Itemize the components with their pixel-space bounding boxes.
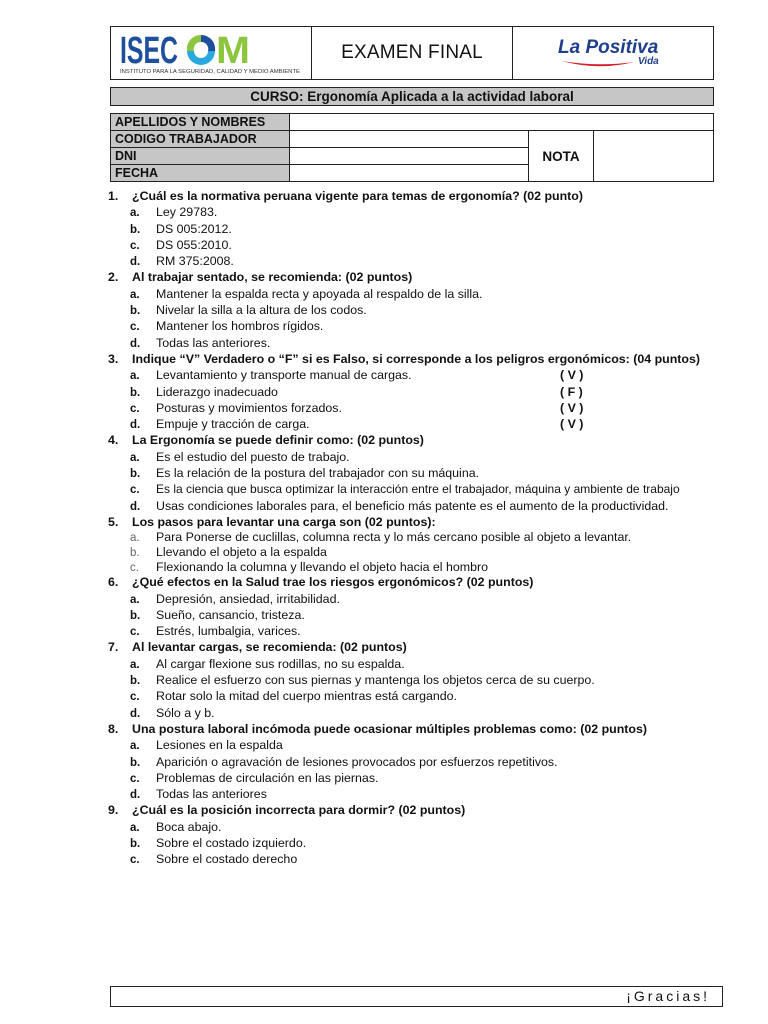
isecom-o-mark	[187, 35, 215, 65]
answer-option[interactable]: a. Es el estudio del puesto de trabajo.	[130, 449, 350, 464]
true-false-item[interactable]: d. Empuje y tracción de carga. ( V )	[130, 417, 584, 432]
isecom-logo	[111, 27, 312, 79]
tf-answer: ( V )	[560, 400, 584, 415]
dni-label: DNI	[111, 148, 290, 165]
question-title: 3. Indique “V” Verdadero o “F” si es Falso, si corresponde a los peligros ergonómicos: (04 puntos)	[108, 351, 701, 366]
question	[108, 514, 718, 574]
answer-option[interactable]: b. Es la relación de la postura del trabajador con su máquina.	[130, 466, 480, 481]
dni-field[interactable]	[290, 148, 529, 165]
answer-option[interactable]: c. Flexionando la columna y llevando el objeto hacia el hombro	[130, 559, 489, 574]
svg-text:ISEC: ISEC	[120, 30, 178, 72]
nota-field[interactable]	[594, 131, 714, 182]
fecha-field[interactable]	[290, 165, 529, 182]
svg-text:INSTITUTO PARA LA SEGURIDAD, C: INSTITUTO PARA LA SEGURIDAD, CALIDAD Y MEDIO AMBIENTE	[120, 69, 301, 75]
answer-option[interactable]: b. DS 005:2012.	[130, 221, 232, 236]
la-positiva-logo	[513, 27, 713, 79]
answer-option[interactable]: b. Sobre el costado izquierdo.	[130, 836, 307, 851]
answer-option[interactable]: c. Sobre el costado derecho	[130, 852, 298, 867]
answer-option[interactable]: d. Usas condiciones laborales para, el beneficio más patente es el aumento de la productividad.	[130, 498, 669, 513]
exam-title: EXAMEN FINAL	[312, 27, 513, 79]
question	[108, 802, 718, 867]
answer-option[interactable]: c. Mantener los hombros rígidos.	[130, 319, 324, 334]
answer-option[interactable]: c. Rotar solo la mitad del cuerpo mientras está cargando.	[130, 689, 457, 704]
apellidos-label: APELLIDOS Y NOMBRES	[111, 114, 290, 131]
answer-option[interactable]: a. Boca abajo.	[130, 819, 222, 834]
course-title: CURSO: Ergonomía Aplicada a la actividad laboral	[110, 87, 714, 106]
question-title: 8. Una postura laboral incómoda puede ocasionar múltiples problemas como: (02 puntos)	[108, 721, 647, 736]
answer-option[interactable]: c. Estrés, lumbalgia, varices.	[130, 624, 301, 639]
codigo-label: CODIGO TRABAJADOR	[111, 131, 290, 148]
answer-option[interactable]: a. Ley 29783.	[130, 205, 218, 220]
question	[108, 188, 718, 269]
question-title: 9. ¿Cuál es la posición incorrecta para dormir? (02 puntos)	[108, 803, 466, 818]
answer-option[interactable]: a. Depresión, ansiedad, irritabilidad.	[130, 591, 340, 606]
exam-header	[110, 26, 714, 80]
answer-option[interactable]: c. Problemas de circulación en las piernas.	[130, 770, 379, 785]
question-title: 4. La Ergonomía se puede definir como: (02 puntos)	[108, 433, 424, 448]
answer-option[interactable]: d. Sólo a y b.	[130, 705, 215, 720]
footer-thanks: ¡Gracias!	[110, 986, 723, 1007]
answer-option[interactable]: a. Lesiones en la espalda	[130, 738, 283, 753]
svg-text:M: M	[216, 30, 250, 72]
true-false-item[interactable]: c. Posturas y movimientos forzados. ( V )	[130, 400, 584, 415]
answer-option[interactable]: c. Es la ciencia que busca optimizar la interacción entre el trabajador, máquina y ambiente de trabajo	[130, 482, 680, 497]
question-title: 2. Al trabajar sentado, se recomienda: (02 puntos)	[108, 270, 413, 285]
question	[108, 721, 718, 802]
true-false-item[interactable]: b. Liderazgo inadecuado ( F )	[130, 384, 583, 399]
answer-option[interactable]: b. Sueño, cansancio, tristeza.	[130, 607, 305, 622]
question	[108, 432, 718, 513]
answer-option[interactable]: a. Mantener la espalda recta y apoyada al respaldo de la silla.	[130, 286, 483, 301]
student-info-table	[110, 113, 714, 182]
tf-answer: ( V )	[560, 417, 584, 432]
isecom-logo-graphic	[116, 29, 306, 77]
question-title: 7. Al levantar cargas, se recomienda: (02 puntos)	[108, 640, 407, 655]
question-title: 1. ¿Cuál es la normativa peruana vigente para temas de ergonomía? (02 punto)	[108, 189, 583, 203]
nota-label: NOTA	[529, 131, 594, 182]
answer-option[interactable]: c. DS 055:2010.	[130, 237, 232, 252]
answer-option[interactable]: d. Todas las anteriores.	[130, 335, 271, 350]
tf-answer: ( V )	[560, 368, 584, 383]
answer-option[interactable]: a. Al cargar flexione sus rodillas, no su espalda.	[130, 656, 405, 671]
true-false-item[interactable]: a. Levantamiento y transporte manual de cargas. ( V )	[130, 368, 584, 383]
svg-text:La Positiva: La Positiva	[558, 37, 659, 58]
apellidos-field[interactable]	[290, 114, 714, 131]
question	[108, 351, 718, 432]
codigo-field[interactable]	[290, 131, 529, 148]
svg-text:Vida: Vida	[638, 56, 659, 67]
answer-option[interactable]: a. Para Ponerse de cuclillas, columna recta y lo más cercano posible al objeto a levantar.	[130, 530, 632, 545]
answer-option[interactable]: b. Aparición o agravación de lesiones provocados por esfuerzos repetitivos.	[130, 754, 558, 769]
answer-option[interactable]: b. Realice el esfuerzo con sus piernas y mantenga los objetos cerca de su cuerpo.	[130, 673, 595, 688]
question	[108, 574, 718, 639]
answer-option[interactable]: b. Nivelar la silla a la altura de los codos.	[130, 303, 367, 318]
la-positiva-graphic	[548, 31, 678, 75]
tf-answer: ( F )	[560, 384, 583, 399]
question	[108, 639, 718, 720]
question-title: 5. Los pasos para levantar una carga son (02 puntos):	[108, 514, 436, 529]
fecha-label: FECHA	[111, 165, 290, 182]
question	[108, 269, 718, 350]
question-list	[108, 188, 718, 868]
answer-option[interactable]: d. Todas las anteriores	[130, 787, 267, 802]
answer-option[interactable]: d. RM 375:2008.	[130, 254, 234, 269]
answer-option[interactable]: b. Llevando el objeto a la espalda	[130, 544, 327, 559]
question-title: 6. ¿Qué efectos en la Salud trae los riesgos ergonómicos? (02 puntos)	[108, 575, 534, 590]
